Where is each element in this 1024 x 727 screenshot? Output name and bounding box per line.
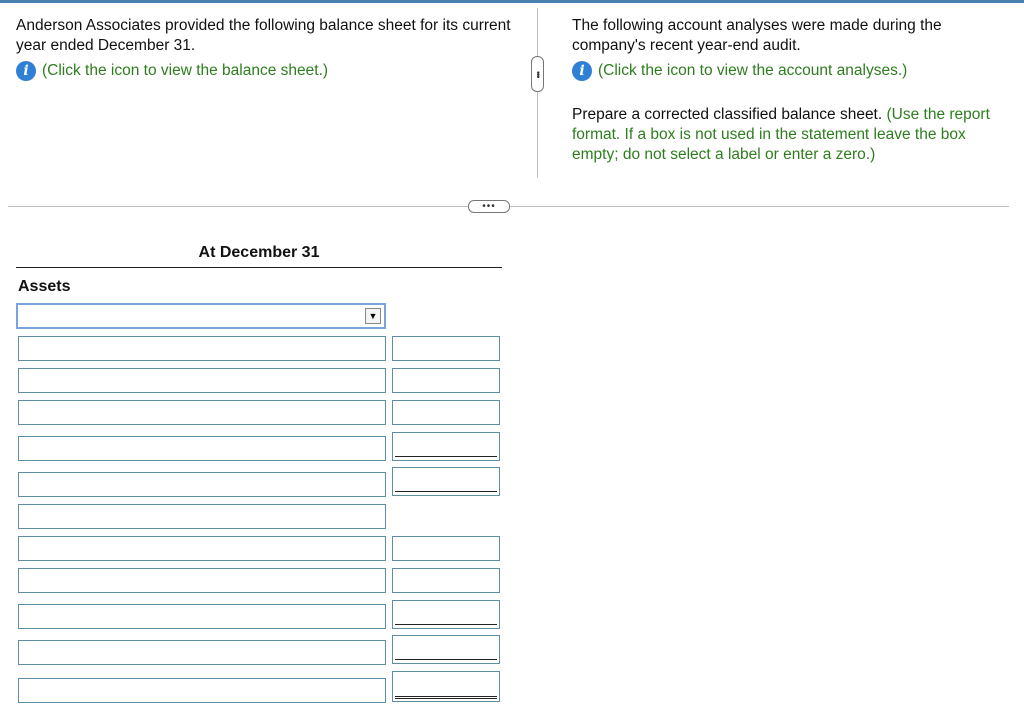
view-balance-sheet-link[interactable]: (Click the icon to view the balance sheet.) — [42, 62, 329, 79]
vertical-divider — [533, 8, 543, 178]
info-icon[interactable]: i — [572, 61, 592, 81]
amount-input-total[interactable] — [392, 671, 500, 702]
label-input[interactable] — [18, 436, 386, 461]
label-input[interactable] — [18, 504, 386, 529]
instruction-main: Prepare a corrected classified balance sheet. — [572, 106, 883, 123]
triangle-down-icon[interactable]: ▼ — [365, 308, 381, 324]
vertical-splitter-handle[interactable] — [531, 56, 544, 92]
amount-input[interactable] — [392, 368, 500, 393]
balance-sheet-prompt: Anderson Associates provided the following balance sheet for its current year ended December 31. — [16, 17, 511, 54]
info-icon[interactable]: i — [16, 61, 36, 81]
horizontal-splitter-handle[interactable] — [468, 200, 510, 213]
label-input[interactable] — [18, 536, 386, 561]
label-input[interactable] — [18, 568, 386, 593]
amount-input-subtotal[interactable] — [392, 600, 500, 629]
account-analyses-prompt: The following account analyses were made during the company's recent year-end audit. — [572, 17, 942, 54]
balance-sheet-info-row[interactable] — [16, 61, 516, 81]
amount-input[interactable] — [392, 536, 500, 561]
label-input[interactable] — [18, 368, 386, 393]
label-input[interactable] — [18, 472, 386, 497]
amount-input[interactable] — [392, 568, 500, 593]
account-label-dropdown[interactable] — [16, 303, 386, 329]
instruction-text — [572, 105, 1002, 165]
label-input[interactable] — [18, 400, 386, 425]
amount-input-subtotal[interactable] — [392, 635, 500, 664]
ellipsis-icon: ••• — [482, 200, 496, 212]
right-question-panel — [572, 16, 1002, 165]
statement-header-rule — [16, 267, 502, 268]
top-border — [0, 0, 1024, 3]
label-input-total[interactable] — [18, 678, 386, 703]
amount-input[interactable] — [392, 336, 500, 361]
label-input[interactable] — [18, 336, 386, 361]
amount-input-subtotal[interactable] — [392, 432, 500, 461]
ellipsis-icon: ••• — [533, 70, 543, 78]
view-account-analyses-link[interactable]: (Click the icon to view the account analyses.) — [598, 62, 908, 79]
statement-date-header: At December 31 — [198, 244, 320, 261]
amount-input[interactable] — [392, 400, 500, 425]
label-input[interactable] — [18, 604, 386, 629]
instruction-hint: (Use the report format. If a box is not used in the statement leave the box empty; do not select a label or enter a zero.) — [572, 106, 990, 163]
left-question-panel — [16, 16, 516, 81]
label-input[interactable] — [18, 640, 386, 665]
assets-section-label: Assets — [18, 278, 71, 295]
account-analyses-info-row[interactable] — [572, 61, 1002, 81]
amount-input-subtotal[interactable] — [392, 467, 500, 496]
